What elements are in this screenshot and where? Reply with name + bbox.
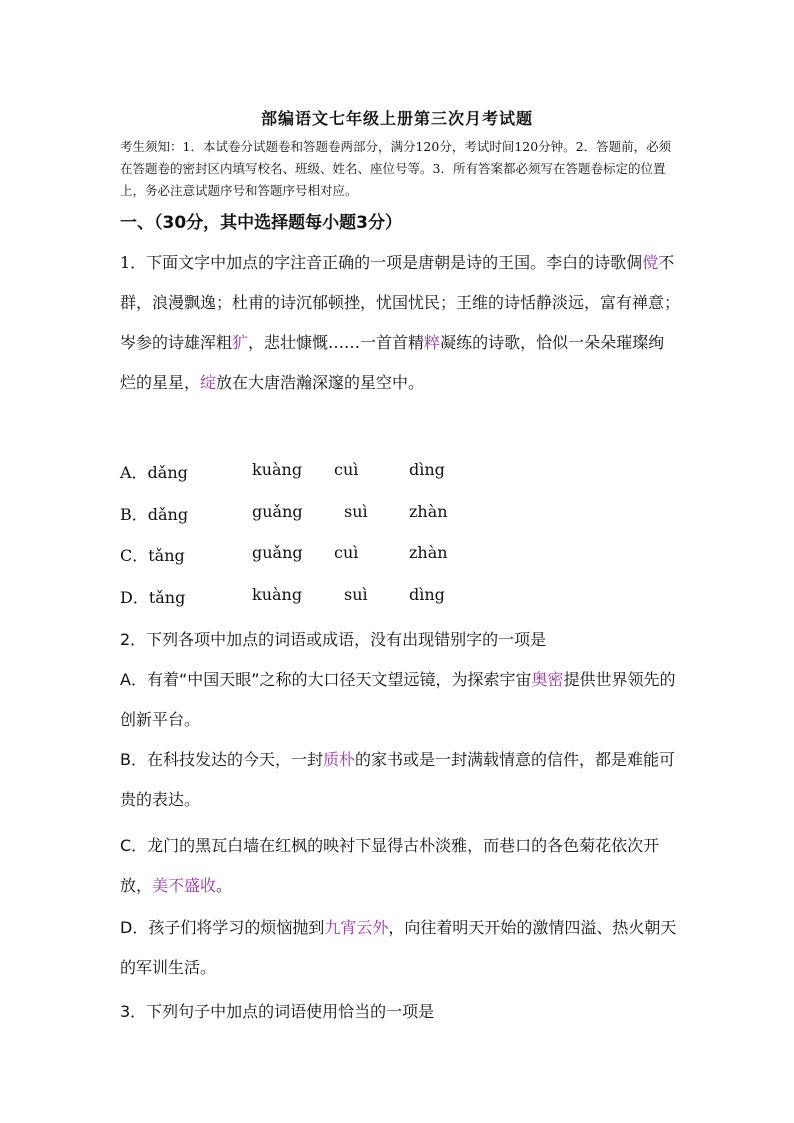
marked-char-1: 傥: [642, 253, 659, 272]
question-3-stem: 3．下列句子中加点的词语使用恰当的一项是: [120, 1002, 435, 1021]
marked-char-2: 犷: [232, 333, 249, 352]
question-2-option-b: B．在科技发达的今天，一封质朴的家书或是一封满载情意的信件，都是难能可贵的表达。: [120, 750, 676, 809]
exam-title: 部编语文七年级上册第三次月考试题: [260, 109, 533, 128]
question-1-stem: 1．下面文字中加点的字注音正确的一项是唐朝是诗的王国。李白的诗歌倜傥不群，浪漫飘逸；杜甫的诗沉郁顿挫，忧国忧民；王维的诗恬静淡远，富有禅意；岑参的诗雄浑粗犷，悲壮慷慨……一首首精粹凝练的诗歌，恰似一朵朵璀璨绚烂的星星，绽放在大唐浩瀚深邃的星空中。: [120, 253, 681, 392]
question-2-stem: 2．下列各项中加点的词语或成语，没有出现错别字的一项是: [120, 630, 547, 649]
question-2-option-d: D．孩子们将学习的烦恼抛到九宵云外，向往着明天开始的激情四溢、热火朝天的军训生活。: [120, 918, 677, 977]
marked-word-c: 美不盛收: [152, 876, 217, 895]
marked-word-b: 质朴: [322, 750, 355, 769]
exam-page: 部编语文七年级上册第三次月考试题 考生须知：1．本试卷分试题卷和答题卷两部分，满分120分，考试时间120分钟。2．答题前，必须在答题卷的密封区内填写校名、班级、姓名、座位号等。3．所有答案都必须写在答题卷标定的位置上，务必注意试题序号和答题序号相对应。 一、（30分，其中选择题每小题3分） 1．下面文字中加点的字注音正确的一项是唐朝是诗的王国。李白的诗歌倜傥不群，浪漫飘逸；杜甫的诗沉郁顿挫，忧国忧民；王维的诗恬静淡远，富有禅意；岑参的诗雄浑粗犷，悲壮慷慨……一首首精粹凝练的诗歌，恰似一朵朵璀璨绚烂的星星，绽放在大唐浩瀚深邃的星空中。 A．dǎng kuàng cuì dìng B．dǎng guǎng suì zhàn C．tǎng guǎng cuì zhàn D．tǎng kuàng suì dìng 2．下列各项中加点的词语或成语，没有出现错别字的一项是 A．有着“中国天眼”之称的大口径天文望远镜，为探索宇宙奥密提供世界领先的创新平台。 B．在科技发达的今天，一封质朴的家书或是一封满载情意的信件，都是难能可贵的表达。 C．龙门的黑瓦白墙在红枫的映衬下显得古朴淡雅，而巷口的各色菊花依次开放，美不盛收。 D．孩子们将学习的烦恼抛到九宵云外，向往着明天开始的激情四溢、热火朝天的军训生活。 3．下列句子中加点的词语使用恰当的一项是: [0, 0, 794, 1123]
marked-char-4: 绽: [200, 373, 217, 392]
section-heading: 一、（30分，其中选择题每小题3分）: [120, 213, 402, 233]
marked-char-3: 粹: [424, 333, 441, 352]
marked-word-d: 九宵云外: [324, 918, 389, 937]
question-2-option-a: A．有着“中国天眼”之称的大口径天文望远镜，为探索宇宙奥密提供世界领先的创新平台。: [120, 670, 676, 729]
question-2-option-c: C．龙门的黑瓦白墙在红枫的映衬下显得古朴淡雅，而巷口的各色菊花依次开放，美不盛收。: [120, 836, 660, 895]
exam-notice: 考生须知：1．本试卷分试题卷和答题卷两部分，满分120分，考试时间120分钟。2．答题前，必须在答题卷的密封区内填写校名、班级、姓名、座位号等。3．所有答案都必须写在答题卷标定的位置上，务必注意试题序号和答题序号相对应。: [120, 139, 672, 198]
marked-word-a: 奥密: [531, 670, 564, 689]
